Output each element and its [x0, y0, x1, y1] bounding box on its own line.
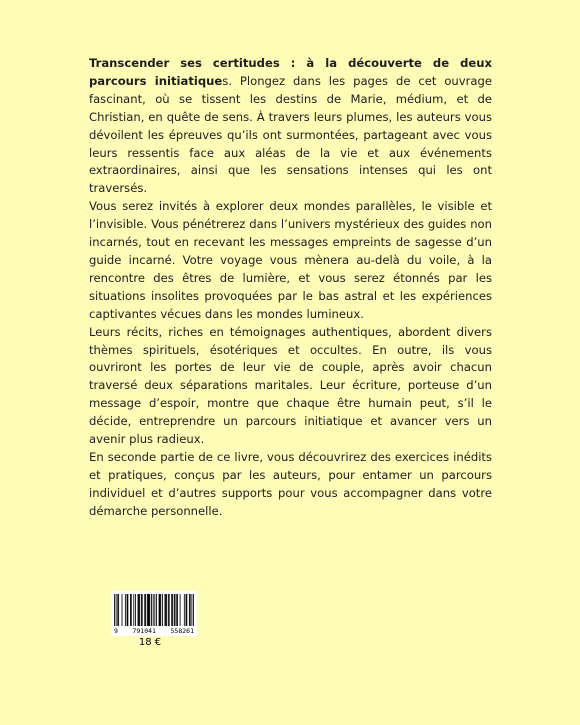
paragraph-exercises: En seconde partie de ce livre, vous découvrirez des exercices inédits et pratiques, conçus par les auteurs, pour entamer un parcours individuel et d’autres supports pour vous accompagner dans votre démarche personnelle. [89, 449, 492, 518]
barcode-bar [144, 594, 145, 626]
barcode-bar [135, 594, 136, 626]
barcode-bar [122, 594, 123, 626]
barcode-bar [159, 594, 160, 626]
barcode-bar [142, 594, 143, 626]
barcode-bar [130, 594, 131, 626]
barcode-bar [147, 594, 148, 626]
barcode-bar [168, 594, 169, 626]
barcode-bar [114, 594, 115, 626]
barcode-bar [127, 594, 128, 626]
barcode-bar [138, 594, 139, 626]
barcode-bar [156, 594, 157, 626]
barcode-bar [160, 594, 161, 626]
barcode-digits [114, 626, 194, 635]
barcode-bar [175, 594, 176, 626]
barcode-bar [141, 594, 142, 626]
intro-text: s. Plongez dans les pages de cet ouvrage fascinant, où se tissent les destins de Marie, médium, et de Christian, en quête de sens. À travers leurs plumes, les auteurs vous dévoilent les épreuves qu’ils ont surmontées, partageant avec vous leurs ressentis face aux aléas de la vie et aux événements extraordinaires, ainsi que les sensations intenses qui les ont traversés. [89, 73, 492, 196]
barcode-bar [133, 594, 134, 626]
intro-paragraph [89, 55, 492, 198]
barcode-bar [139, 594, 140, 626]
barcode-bar [162, 594, 163, 626]
barcode-bar [153, 594, 154, 626]
barcode-bar [127, 594, 128, 626]
barcode-bar [176, 594, 177, 626]
barcode-bar [149, 594, 150, 626]
barcode-bar [117, 594, 118, 626]
barcode-bar [184, 594, 185, 626]
book-title: Transcender ses certitudes : à la découverte de deux parcours initiatique [89, 56, 492, 88]
barcode-bar [177, 594, 178, 626]
barcode-digit-group-1: 791041 [132, 627, 156, 635]
barcode-bar [169, 594, 170, 626]
barcode-digit-group-2: 558261 [170, 627, 194, 635]
barcode-bar [131, 594, 132, 626]
barcode-bar [138, 594, 139, 626]
barcode-bar [148, 594, 149, 626]
barcode-bar [172, 594, 173, 626]
barcode-bar [174, 594, 175, 626]
barcode-bar [180, 594, 181, 626]
barcode-bar [191, 594, 192, 626]
barcode-bar [186, 594, 187, 626]
barcode-first-digit: 9 [114, 627, 118, 635]
back-cover-text [89, 55, 492, 521]
barcode-box [111, 591, 197, 636]
barcode-bar [165, 594, 166, 626]
paragraph-stories: Leurs récits, riches en témoignages authentiques, abordent divers thèmes spirituels, ésotériques et occultes. En outre, ils vous ouvriront les portes de leur vie de couple, après avoir chacun traversé deux séparations maritales. Leur écriture, porteuse d’un message d’espoir, montre que chaque être humain peut, s’il le décide, entreprendre un parcours initiatique et avancer vers un avenir plus radieux. [89, 324, 492, 447]
barcode-bar [145, 594, 146, 626]
paragraph-worlds: Vous serez invités à explorer deux mondes parallèles, le visible et l’invisible. Vous pénétrerez dans l’univers mystérieux des guides non incarnés, tout en recevant les messages empreints de sagesse d’un guide incarné. Votre voyage vous mènera au-delà du voile, à la rencontre des êtres de lumière, et vous serez étonnés par les situations insolites provoquées par le bas astral et les expériences captivantes vécues dans les mondes lumineux. [89, 199, 492, 321]
barcode-bar [193, 594, 194, 626]
barcode-bar [189, 594, 190, 626]
barcode-bar [149, 594, 150, 626]
barcode-bar [165, 594, 166, 626]
isbn-barcode [111, 591, 197, 636]
barcode-bar [154, 594, 155, 626]
barcode-bar [151, 594, 152, 626]
barcode-bar [116, 594, 117, 626]
barcode-bars [114, 594, 194, 626]
price: 18 € [138, 637, 162, 648]
barcode-bar [171, 594, 172, 626]
barcode-bar [190, 594, 191, 626]
barcode-bar [159, 594, 160, 626]
barcode-bar [166, 594, 167, 626]
barcode-bar [186, 594, 187, 626]
barcode-bar [118, 594, 119, 626]
barcode-bar [125, 594, 126, 626]
